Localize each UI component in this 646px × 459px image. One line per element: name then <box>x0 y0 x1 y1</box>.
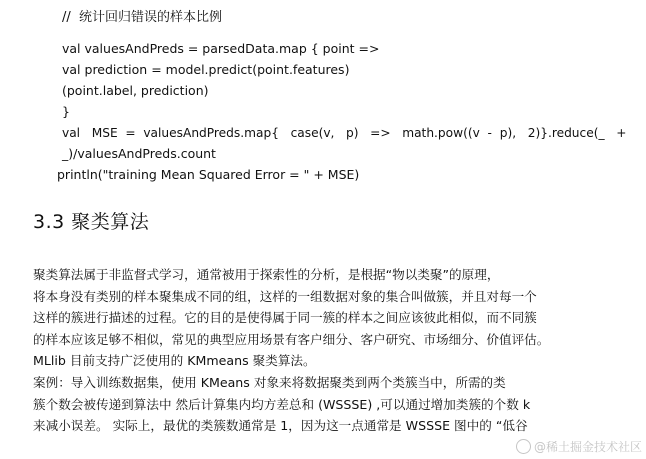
paragraph-line: 将本身没有类别的样本聚集成不同的组，这样的一组数据对象的集合叫做簇，并且对每一个 <box>33 288 537 304</box>
watermark <box>516 438 642 455</box>
code-comment: // 统计回归错误的样本比例 <box>62 10 223 25</box>
code-line: val valuesAndPreds = parsedData.map { point => <box>62 41 380 56</box>
watermark-logo-icon <box>516 439 531 454</box>
paragraph-line: 这样的簇进行描述的过程。它的目的是使得属于同一簇的样本之间应该彼此相似，而不同簇 <box>33 310 537 326</box>
section-heading: 3.3 聚类算法 <box>33 211 150 233</box>
paragraph-line: 聚类算法属于非监督式学习，通常被用于探索性的分析，是根据“物以类聚”的原理， <box>33 267 500 282</box>
paragraph-line: 案例：导入训练数据集，使用 KMeans 对象来将数据聚类到两个类簇当中，所需的类 <box>33 375 506 390</box>
code-line: val MSE = valuesAndPreds.map{ case(v, p) => math.pow((v - p), 2)}.reduce(_ + <box>62 126 627 140</box>
code-line: _)/valuesAndPreds.count <box>62 146 216 161</box>
code-line: (point.label, prediction) <box>62 83 209 98</box>
paragraph-line: 来减小误差。 实际上，最优的类簇数通常是 1，因为这一点通常是 WSSSE 图中的 “低谷 <box>33 418 528 434</box>
paragraph-line: MLlib 目前支持广泛使用的 KMmeans 聚类算法。 <box>33 353 316 369</box>
paragraph-clustering-intro <box>33 264 605 372</box>
watermark-text: @稀土掘金技术社区 <box>533 440 642 454</box>
code-line: val prediction = model.predict(point.features) <box>62 62 350 77</box>
paragraph-line: 簇个数会被传递到算法中 然后计算集内均方差总和 (WSSSE) ,可以通过增加类簇的个数 k <box>33 396 531 412</box>
code-line: println("training Mean Squared Error = " + MSE) <box>57 167 360 182</box>
code-line: } <box>62 104 70 119</box>
paragraph-line: 的样本应该足够不相似，常见的典型应用场景有客户细分、客户研究、市场细分、价值评估。 <box>33 331 550 347</box>
paragraph-kmeans-example <box>33 372 605 437</box>
